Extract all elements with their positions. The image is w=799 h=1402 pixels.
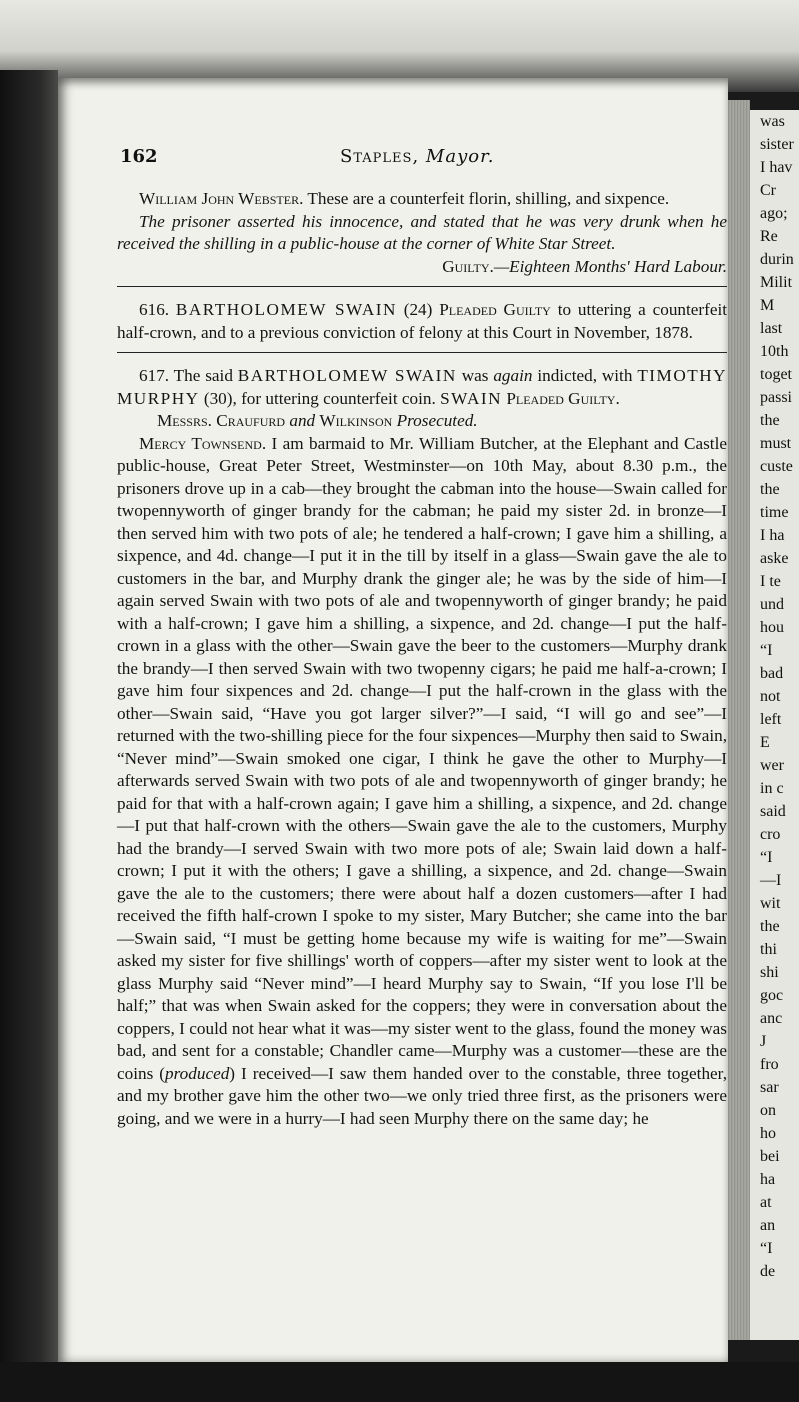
adjacent-page-word: hou [760, 619, 784, 636]
adjacent-page-word: —I [760, 872, 782, 889]
case-616-defendant: BARTHOLOMEW SWAIN [175, 300, 397, 319]
adjacent-page-word: thi [760, 941, 777, 958]
testimony-part-1: I am barmaid to Mr. William Butcher, at the Elephant and Castle public-house, Great Peter Street, Westminster—on 10th May, about 8.30 p.m., the prisoners drove up in a cab—they brought the cabman into the house—Swain called for twopennyworth of ginger brandy for the cabman; he paid my sister 2d. in bronze—I then served him with two pots of ale; he tendered a half-crown; I gave him a shilling, a sixpence, and 4d. change—I put it in the till by itself in a glass—Swain gave the ale to customers in the bar, and Murphy drank the ginger ale; he was by the side of him—I again served Swain with two pots of ale and twopennyworth of ginger brandy; he paid with a half-crown; I gave him a shilling, a sixpence, and 2d. change—I put the half-crown in a glass with the other—Swain gave the beer to the customers—Murphy drank the brandy—I then served Swain with two twopenny cigars; he paid me half-a-crown; I gave him four sixpences and 2d. change—I put the half-crown in the glass with the other—Swain said, “Have you got larger silver?”—I said, “I will go and see”—I returned with the two-shilling piece for the four sixpences—Murphy then said to Swain, “Never mind”—Swain smoked one cigar, I think he gave the other to Murphy—I afterwards served Swain with two pots of ale and twopennyworth of ginger brandy; he paid for that with a half-crown again; I gave him a shilling, a sixpence, and 2d. change—I put that half-crown with the others—Swain gave the ale to the customers, Murphy had the brandy—I served Swain with two more pots of ale; Swain laid down a half-crown; I put it with the others; I gave a shilling, a sixpence, and 2d. change—Swain gave the ale to the customers; there were about half a dozen customers—after I had received the fifth half-crown I spoke to my sister, Mary Butcher; she came into the bar—Swain said, “I must be getting home because my wife is waiting for me”—Swain asked my sister for five shillings' worth of coppers—after my sister went to look at the glass Murphy said “Never mind”—I heard Murphy say to Swain, “If you lose I'll be half;” that was when Swain asked for the coppers; they were in conversation about the coppers, I could not hear what it was—my sister went to the glass, found the money was bad, and sent for a constable; Chandler came—Murphy was a customer—these are the coins ( [117, 433, 727, 1083]
prosecutor-and: and [289, 411, 316, 430]
adjacent-page-word: time [760, 504, 789, 521]
case-616-number: 616. [139, 300, 170, 319]
adjacent-page-word: cro [760, 826, 781, 843]
page-heading [340, 146, 494, 167]
adjacent-page-word: anc [760, 1010, 783, 1027]
witness-name-townsend: Mercy Townsend. [139, 433, 267, 453]
adjacent-page-word: Cr [760, 182, 776, 199]
adjacent-page-word: ha [760, 1171, 776, 1188]
adjacent-page-word: not [760, 688, 781, 705]
adjacent-page-word: bad [760, 665, 784, 682]
adjacent-page-word: was [760, 113, 785, 130]
verdict-label: Guilty. [442, 256, 494, 276]
prosecuted-label: Prosecuted. [396, 411, 478, 430]
case-617-defendant-2: TIMOTHY MURPHY [117, 366, 728, 408]
adjacent-page-word: fro [760, 1056, 779, 1073]
adjacent-page-word: left [760, 711, 782, 728]
adjacent-page-word: shi [760, 964, 779, 981]
prosecutor-2: Wilkinson [319, 411, 393, 430]
adjacent-page-word: custe [760, 458, 793, 475]
prosecution-line [117, 410, 727, 433]
case-617-was: was [461, 366, 489, 385]
adjacent-page-word: an [760, 1217, 776, 1234]
case-617-plea: Pleaded Guilty. [506, 388, 620, 408]
adjacent-page-word: I hav [760, 159, 793, 176]
adjacent-page-word: E [760, 734, 770, 751]
adjacent-page-word: “I [760, 642, 773, 659]
page-body [117, 188, 727, 1130]
scan-bottom-margin [0, 1362, 799, 1402]
adjacent-page-word: passi [760, 389, 792, 406]
adjacent-page-word: wit [760, 895, 781, 912]
verdict-sentence: —Eighteen Months' Hard Labour. [493, 256, 727, 276]
case-617-defendant-1: BARTHOLOMEW SWAIN [237, 366, 457, 385]
adjacent-page-word: Re [760, 228, 778, 245]
adjacent-page-word: sister [760, 136, 794, 153]
adjacent-page-word: the [760, 481, 780, 498]
case-616-age: (24) [403, 300, 433, 319]
testimony-part-2: ) I received—I saw them handed over to the constable, three together, and my brother gave him the other two—we only tried three first, as the prisoners were going, and we were in a hurry—I had seen Murphy there on the same day; he [117, 1063, 727, 1128]
book-gutter [0, 70, 58, 1370]
adjacent-page-word: on [760, 1102, 776, 1119]
adjacent-page-word: must [760, 435, 792, 452]
section-rule-2 [117, 352, 727, 353]
adjacent-page-word: goc [760, 987, 784, 1004]
adjacent-page-word: I te [760, 573, 781, 590]
adjacent-page-word: wer [760, 757, 784, 774]
case-617-again: again [493, 366, 533, 385]
adjacent-page-word: M [760, 297, 775, 314]
adjacent-page-word: 10th [760, 343, 789, 360]
webster-text: These are a counterfeit florin, shilling, and sixpence. [307, 189, 670, 208]
adjacent-page-word: bei [760, 1148, 780, 1165]
adjacent-page-word: in c [760, 780, 784, 797]
adjacent-page-word: said [760, 803, 786, 820]
case-617-number: 617. [139, 366, 170, 385]
adjacent-page-word: ho [760, 1125, 776, 1142]
adjacent-page-word: the [760, 918, 780, 935]
adjacent-page-word: the [760, 412, 780, 429]
case-617-heading [117, 365, 727, 410]
adjacent-page-word: “I [760, 849, 773, 866]
witness-name-webster: William John Webster. [139, 189, 304, 208]
heading-title: Mayor. [425, 146, 495, 167]
testimony-townsend [117, 433, 727, 1131]
case-617-indicted: indicted, with [537, 366, 633, 385]
adjacent-page-word: de [760, 1263, 776, 1280]
adjacent-page-word: J [760, 1033, 767, 1050]
adjacent-page-word: durin [760, 251, 794, 268]
webster-note: The prisoner asserted his innocence, and stated that he was very drunk when he received the shilling in a public-house at the corner of White Star Street. [117, 211, 727, 253]
case-616-text: to uttering a counterfeit half-crown, and to a previous conviction of felony at this Court in November, 1878. [117, 300, 728, 342]
section-rule [117, 286, 727, 287]
case-617-intro: The said [173, 366, 233, 385]
adjacent-page-word: und [760, 596, 784, 613]
webster-verdict [117, 256, 727, 279]
adjacent-page-word: at [760, 1194, 772, 1211]
adjacent-page-word: ago; [760, 205, 788, 222]
page-number: 162 [120, 146, 158, 167]
adjacent-page-word: last [760, 320, 783, 337]
adjacent-page-word: aske [760, 550, 789, 567]
adjacent-page-word: sar [760, 1079, 779, 1096]
prosecutor-1: Messrs. Craufurd [157, 411, 286, 430]
produced-note: produced [165, 1063, 230, 1083]
running-head [120, 146, 720, 176]
webster-paragraph [117, 188, 727, 211]
case-617-swain: SWAIN [440, 388, 503, 408]
adjacent-page-word: “I [760, 1240, 773, 1257]
page-edges [728, 100, 750, 1340]
case-616-plea: Pleaded Guilty [439, 300, 551, 319]
case-616-paragraph [117, 299, 727, 344]
heading-name: Staples, [340, 146, 420, 167]
adjacent-page-fragment [750, 110, 799, 1340]
adjacent-page-word: I ha [760, 527, 785, 544]
adjacent-page-word: toget [760, 366, 792, 383]
adjacent-page-word: Milit [760, 274, 793, 291]
case-617-charge: (30), for uttering counterfeit coin. [203, 388, 436, 408]
